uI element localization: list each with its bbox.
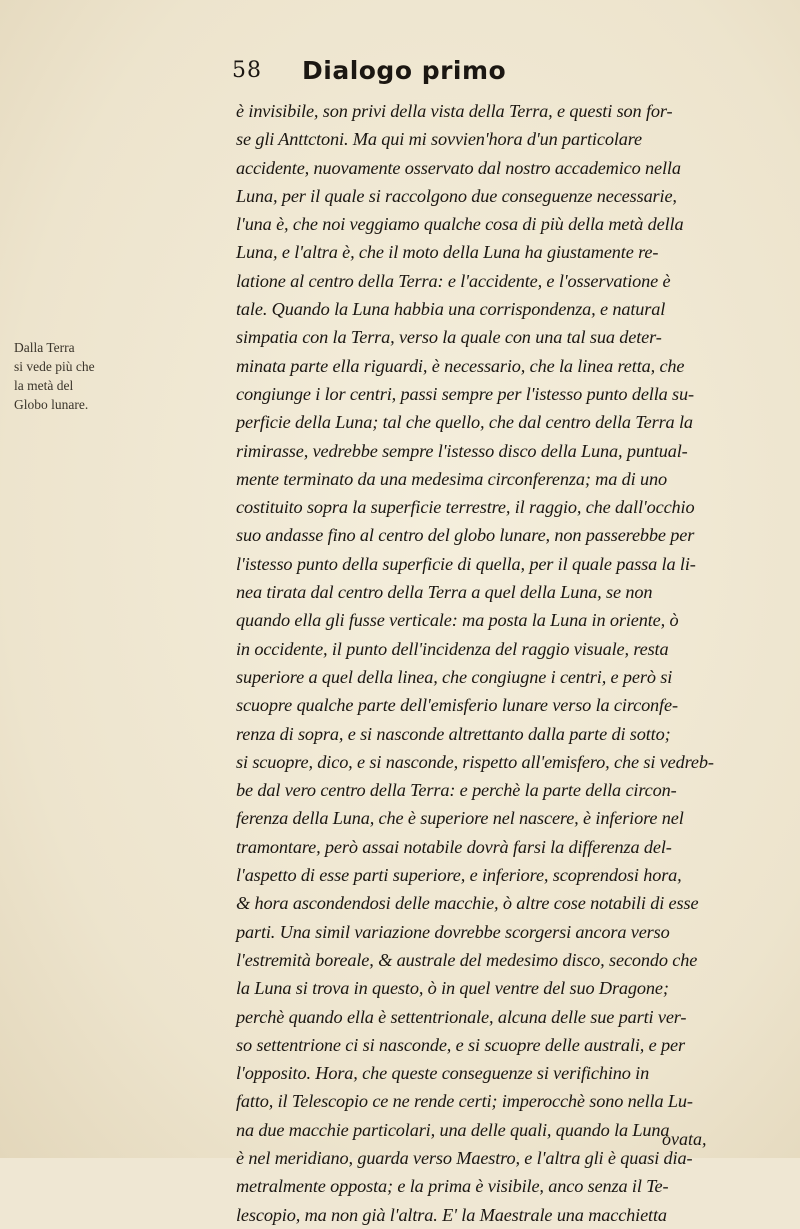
text-line: be dal vero centro della Terra: e perchè la parte della circon- bbox=[236, 780, 677, 801]
margin-note-line: la metà del bbox=[14, 378, 74, 393]
text-line: fatto, il Telescopio ce ne rende certi; imperocchè sono nella Lu- bbox=[236, 1091, 693, 1112]
text-line: Luna, per il quale si raccolgono due conseguenze necessarie, bbox=[236, 185, 677, 206]
text-line: in occidente, il punto dell'incidenza del raggio visuale, resta bbox=[236, 638, 669, 659]
page-header bbox=[232, 58, 672, 90]
text-line: tramontare, però assai notabile dovrà farsi la differenza del- bbox=[236, 836, 672, 857]
text-line: accidente, nuovamente osservato dal nostro accademico nella bbox=[236, 157, 681, 178]
text-line: la Luna si trova in questo, ò in quel ventre del suo Dragone; bbox=[236, 978, 669, 999]
text-line: Luna, e l'altra è, che il moto della Luna ha giustamente re- bbox=[236, 242, 659, 263]
text-line: nea tirata dal centro della Terra a quel della Luna, se non bbox=[236, 582, 653, 603]
margin-note-line: Dalla Terra bbox=[14, 340, 75, 355]
running-title: Dialogo primo bbox=[302, 56, 507, 85]
text-line: perchè quando ella è settentrionale, alcuna delle sue parti ver- bbox=[236, 1006, 687, 1027]
text-line: mente terminato da una medesima circonferenza; ma di uno bbox=[236, 468, 667, 489]
text-line: perficie della Luna; tal che quello, che dal centro della Terra la bbox=[236, 412, 693, 433]
page-number: 58 bbox=[232, 58, 262, 83]
text-line: è invisibile, son privi della vista della Terra, e questi son for- bbox=[236, 101, 673, 121]
text-line: so settentrione ci si nasconde, e si scuopre delle australi, e per bbox=[236, 1034, 685, 1055]
text-line: & hora ascondendosi delle macchie, ò altre cose notabili di esse bbox=[236, 893, 699, 914]
catchword: ovata, bbox=[662, 1129, 707, 1149]
text-line: rimirasse, vedrebbe sempre l'istesso disco della Luna, puntual- bbox=[236, 440, 688, 461]
text-line: suo andasse fino al centro del globo lunare, non passerebbe per bbox=[236, 525, 695, 546]
text-line: l'opposito. Hora, che queste conseguenze si verifichino in bbox=[236, 1063, 650, 1084]
text-line: lescopio, ma non già l'altra. E' la Maestrale una macchietta bbox=[236, 1204, 667, 1225]
text-line: scuopre qualche parte dell'emisferio lunare verso la circonfe- bbox=[236, 695, 678, 716]
text-line: na due macchie particolari, una delle quali, quando la Luna bbox=[236, 1119, 670, 1140]
text-line: se gli Anttctoni. Ma qui mi sovvien'hora d'un particolare bbox=[236, 129, 642, 150]
text-line: latione al centro della Terra: e l'accidente, e l'osservatione è bbox=[236, 270, 671, 291]
text-line: superiore a quel della linea, che congiugne i centri, e però si bbox=[236, 666, 673, 687]
text-line: parti. Una simil variazione dovrebbe scorgersi ancora verso bbox=[236, 921, 670, 942]
text-line: l'estremità boreale, & australe del medesimo disco, secondo che bbox=[236, 949, 698, 970]
text-line: congiunge i lor centri, passi sempre per l'istesso punto della su- bbox=[236, 383, 694, 404]
text-line: si scuopre, dico, e si nasconde, rispetto all'emisfero, che si vedreb- bbox=[236, 751, 714, 772]
body-text bbox=[236, 97, 796, 1229]
text-line: ferenza della Luna, che è superiore nel nascere, è inferiore nel bbox=[236, 808, 684, 829]
text-line: quando ella gli fusse verticale: ma posta la Luna in oriente, ò bbox=[236, 610, 679, 631]
margin-note-line: Globo lunare. bbox=[14, 397, 89, 412]
text-line: costituito sopra la superficie terrestre, il raggio, che dall'occhio bbox=[236, 497, 695, 518]
text-line: renza di sopra, e si nasconde altrettanto dalla parte di sotto; bbox=[236, 723, 671, 744]
text-line: metralmente opposta; e la prima è visibile, anco senza il Te- bbox=[236, 1176, 669, 1197]
text-line: tale. Quando la Luna habbia una corrispondenza, e natural bbox=[236, 299, 666, 320]
text-line: l'una è, che noi veggiamo qualche cosa di più della metà della bbox=[236, 214, 684, 235]
text-line: simpatia con la Terra, verso la quale con una tal sua deter- bbox=[236, 327, 662, 348]
text-line: è nel meridiano, guarda verso Maestro, e l'altra gli è quasi dia- bbox=[236, 1147, 693, 1168]
margin-note-line: si vede più che bbox=[14, 359, 95, 374]
text-line: minata parte ella riguardi, è necessario, che la linea retta, che bbox=[236, 355, 685, 376]
margin-note bbox=[14, 338, 98, 414]
text-line: l'istesso punto della superficie di quella, per il quale passa la li- bbox=[236, 553, 696, 574]
text-line: l'aspetto di esse parti superiore, e inferiore, scoprendosi hora, bbox=[236, 865, 682, 886]
